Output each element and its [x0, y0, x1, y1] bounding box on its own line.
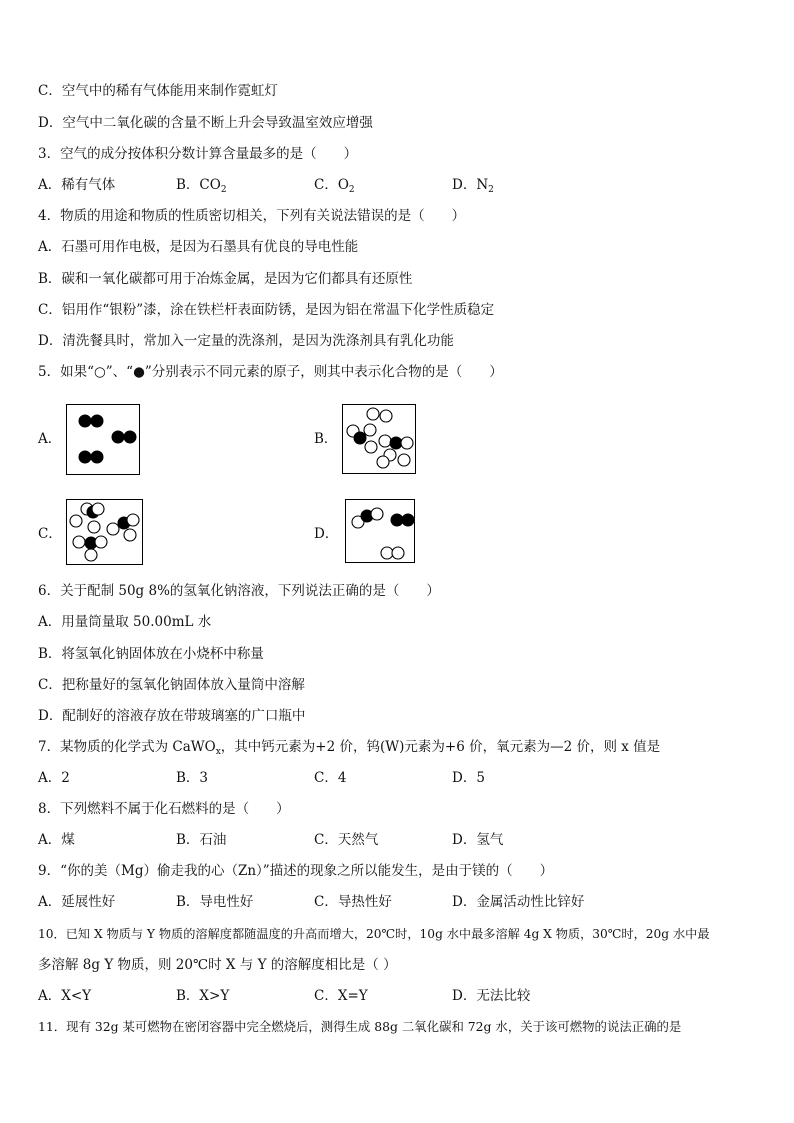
q8-option-d: D．氢气: [452, 832, 504, 848]
q9-option-a: A．延展性好: [38, 894, 116, 910]
q5-diagram-d: [345, 499, 415, 563]
q2-option-c: C．空气中的稀有气体能用来制作霓虹灯: [38, 83, 278, 99]
q6-option-b: B．将氢氧化钠固体放在小烧杯中称量: [38, 646, 264, 662]
q4-option-c: C．铝用作“银粉”漆，涂在铁栏杆表面防锈，是因为铝在常温下化学性质稳定: [38, 302, 495, 318]
q3-option-a: A．稀有气体: [38, 177, 116, 193]
q7-option-a: A．2: [38, 770, 70, 786]
q2-option-d: D．空气中二氧化碳的含量不断上升会导致温室效应增强: [38, 115, 373, 131]
q4-option-b: B．碳和一氧化碳都可用于冶炼金属，是因为它们都具有还原性: [38, 271, 413, 287]
question-5: 5．如果“○”、“●”分别表示不同元素的原子，则其中表示化合物的是（ ）: [38, 364, 503, 380]
q7-option-c: C．4: [314, 770, 347, 786]
question-7: 7．某物质的化学式为 CaWO$_x$，其中钙元素为+2 价，钨(W)元素为+6 价，氧元素为—2 价，则 x 值是: [38, 739, 661, 757]
q8-option-b: B．石油: [176, 832, 227, 848]
q5-option-b-label: B．: [314, 431, 338, 447]
question-3: 3．空气的成分按体积分数计算含量最多的是（ ）: [38, 146, 358, 162]
q3-option-b: B．$CO_2$: [176, 177, 227, 195]
q6-option-a: A．用量筒量取 50.00mL 水: [38, 614, 212, 630]
q5-diagram-c: [66, 499, 143, 565]
q10-option-a: A．X<Y: [38, 988, 92, 1004]
question-10-line-1: 10．已知 X 物质与 Y 物质的溶解度都随温度的升高而增大，20℃时，10g 水中最多溶解 4g X 物质，30℃时，20g 水中最: [38, 927, 710, 941]
q6-option-c: C．把称量好的氢氧化钠固体放入量筒中溶解: [38, 677, 305, 693]
q5-option-a-label: A．: [38, 431, 62, 447]
q5-diagram-b: [342, 404, 416, 474]
q7-option-d: D．5: [452, 770, 485, 786]
question-4: 4．物质的用途和物质的性质密切相关，下列有关说法错误的是（ ）: [38, 208, 466, 224]
q4-option-d: D．清洗餐具时，常加入一定量的洗涤剂，是因为洗涤剂具有乳化功能: [38, 333, 454, 349]
question-6: 6．关于配制 50g 8%的氢氧化钠溶液，下列说法正确的是（ ）: [38, 583, 440, 599]
question-8: 8．下列燃料不属于化石燃料的是（ ）: [38, 801, 290, 817]
q3-option-d: D．$N_2$: [452, 177, 494, 195]
q5-diagram-a: [66, 404, 140, 475]
question-10-line-2: 多溶解 8g Y 物质，则 20℃时 X 与 Y 的溶解度相比是（ ）: [38, 957, 397, 973]
q9-option-c: C．导热性好: [314, 894, 392, 910]
q10-option-b: B．X>Y: [176, 988, 230, 1004]
q5-option-d-label: D．: [314, 526, 339, 542]
q8-option-a: A．煤: [38, 832, 75, 848]
q9-option-d: D．金属活动性比锌好: [452, 894, 585, 910]
q3-option-c: C．$O_2$: [314, 177, 355, 195]
question-9: 9．“你的美（Mg）偷走我的心（Zn）”描述的现象之所以能发生，是由于镁的（ ）: [38, 863, 554, 879]
question-11: 11．现有 32g 某可燃物在密闭容器中完全燃烧后，测得生成 88g 二氧化碳和 72g 水，关于该可燃物的说法正确的是: [38, 1019, 682, 1034]
q8-option-c: C．天然气: [314, 832, 379, 848]
q10-option-d: D．无法比较: [452, 988, 531, 1004]
q5-option-c-label: C．: [38, 526, 62, 542]
q10-option-c: C．X=Y: [314, 988, 368, 1004]
q4-option-a: A．石墨可用作电极，是因为石墨具有优良的导电性能: [38, 239, 359, 255]
q7-option-b: B．3: [176, 770, 209, 786]
q6-option-d: D．配制好的溶液存放在带玻璃塞的广口瓶中: [38, 708, 306, 724]
q9-option-b: B．导电性好: [176, 894, 254, 910]
